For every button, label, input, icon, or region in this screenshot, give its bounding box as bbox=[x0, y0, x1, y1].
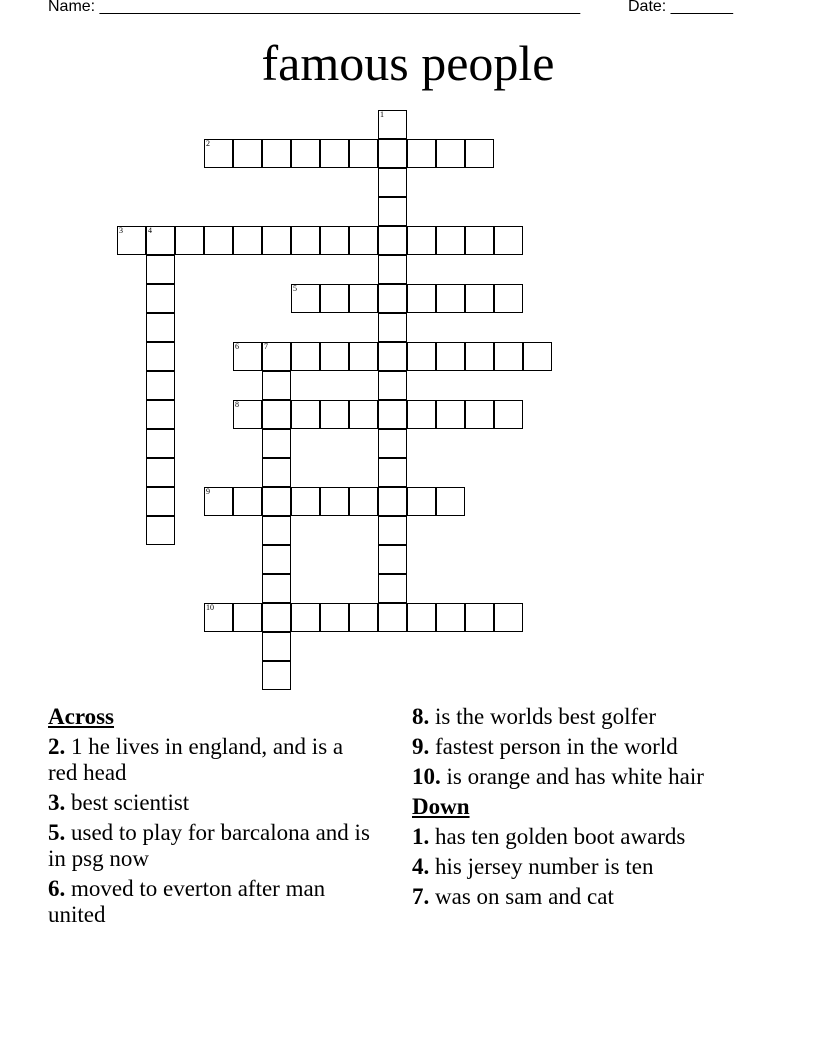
crossword-cell[interactable] bbox=[233, 342, 262, 371]
crossword-cell[interactable] bbox=[204, 603, 233, 632]
crossword-cell[interactable] bbox=[494, 226, 523, 255]
crossword-cell[interactable] bbox=[146, 255, 175, 284]
crossword-cell[interactable] bbox=[494, 342, 523, 371]
crossword-cell[interactable] bbox=[146, 400, 175, 429]
cell-number: 10 bbox=[206, 603, 214, 612]
crossword-cell[interactable] bbox=[378, 284, 407, 313]
across-heading: Across bbox=[48, 704, 115, 729]
crossword-cell[interactable] bbox=[204, 487, 233, 516]
crossword-cell[interactable] bbox=[233, 400, 262, 429]
crossword-cell[interactable] bbox=[262, 458, 291, 487]
crossword-cell[interactable] bbox=[378, 197, 407, 226]
crossword-cell[interactable] bbox=[204, 226, 233, 255]
clue-number: 3. bbox=[48, 790, 66, 815]
crossword-cell[interactable] bbox=[465, 284, 494, 313]
crossword-cell[interactable] bbox=[349, 603, 378, 632]
crossword-cell[interactable] bbox=[146, 487, 175, 516]
clue-down-1 bbox=[412, 824, 752, 850]
cell-number: 7 bbox=[264, 342, 268, 351]
crossword-cell[interactable] bbox=[262, 603, 291, 632]
clue-across-8 bbox=[412, 704, 752, 730]
crossword-cell[interactable] bbox=[465, 603, 494, 632]
clue-down-7 bbox=[412, 884, 752, 910]
crossword-cell[interactable] bbox=[407, 226, 436, 255]
crossword-cell[interactable] bbox=[320, 342, 349, 371]
crossword-cell[interactable] bbox=[146, 226, 175, 255]
crossword-cell[interactable] bbox=[320, 226, 349, 255]
crossword-cell[interactable] bbox=[465, 139, 494, 168]
crossword-cell[interactable] bbox=[407, 284, 436, 313]
clue-across-2 bbox=[48, 734, 378, 786]
cell-number: 6 bbox=[235, 342, 239, 351]
crossword-cell[interactable] bbox=[378, 603, 407, 632]
crossword-cell[interactable] bbox=[349, 487, 378, 516]
clue-number: 5. bbox=[48, 820, 66, 845]
crossword-cell[interactable] bbox=[320, 603, 349, 632]
clue-text: best scientist bbox=[71, 790, 190, 815]
cell-number: 9 bbox=[206, 487, 210, 496]
clue-number: 2. bbox=[48, 734, 66, 759]
clue-across-3 bbox=[48, 790, 378, 816]
clue-number: 10. bbox=[412, 764, 441, 789]
crossword-cell[interactable] bbox=[262, 574, 291, 603]
crossword-cell[interactable] bbox=[146, 371, 175, 400]
clue-number: 4. bbox=[412, 854, 430, 879]
name-field[interactable]: Name: ______________________________________________________ bbox=[48, 0, 581, 15]
crossword-cell[interactable] bbox=[407, 139, 436, 168]
crossword-cell[interactable] bbox=[262, 632, 291, 661]
crossword-cell[interactable] bbox=[378, 400, 407, 429]
date-field[interactable]: Date: _______ bbox=[628, 0, 733, 15]
crossword-cell[interactable] bbox=[262, 371, 291, 400]
crossword-cell[interactable] bbox=[407, 342, 436, 371]
crossword-cell[interactable] bbox=[407, 400, 436, 429]
clue-text: fastest person in the world bbox=[435, 734, 678, 759]
crossword-cell[interactable] bbox=[436, 139, 465, 168]
crossword-cell[interactable] bbox=[407, 487, 436, 516]
crossword-cell[interactable] bbox=[320, 139, 349, 168]
clue-text: was on sam and cat bbox=[435, 884, 614, 909]
crossword-cell[interactable] bbox=[378, 342, 407, 371]
crossword-cell[interactable] bbox=[291, 400, 320, 429]
crossword-cell[interactable] bbox=[262, 487, 291, 516]
crossword-cell[interactable] bbox=[378, 458, 407, 487]
crossword-cell[interactable] bbox=[349, 400, 378, 429]
clue-number: 1. bbox=[412, 824, 430, 849]
crossword-cell[interactable] bbox=[378, 139, 407, 168]
crossword-cell[interactable] bbox=[436, 487, 465, 516]
cell-number: 1 bbox=[380, 110, 384, 119]
crossword-cell[interactable] bbox=[320, 487, 349, 516]
crossword-cell[interactable] bbox=[291, 603, 320, 632]
crossword-cell[interactable] bbox=[146, 429, 175, 458]
crossword-cell[interactable] bbox=[378, 313, 407, 342]
clue-number: 7. bbox=[412, 884, 430, 909]
clue-down-4 bbox=[412, 854, 752, 880]
crossword-cell[interactable] bbox=[146, 313, 175, 342]
crossword-cell[interactable] bbox=[320, 400, 349, 429]
crossword-cell[interactable] bbox=[146, 516, 175, 545]
crossword-cell[interactable] bbox=[465, 226, 494, 255]
crossword-cell[interactable] bbox=[291, 139, 320, 168]
crossword-cell[interactable] bbox=[320, 284, 349, 313]
crossword-cell[interactable] bbox=[494, 400, 523, 429]
crossword-cell[interactable] bbox=[436, 226, 465, 255]
cell-number: 4 bbox=[148, 226, 152, 235]
clue-number: 9. bbox=[412, 734, 430, 759]
crossword-cell[interactable] bbox=[175, 226, 204, 255]
clue-text: is the worlds best golfer bbox=[435, 704, 657, 729]
crossword-cell[interactable] bbox=[349, 284, 378, 313]
crossword-cell[interactable] bbox=[291, 342, 320, 371]
crossword-cell[interactable] bbox=[378, 487, 407, 516]
crossword-cell[interactable] bbox=[378, 226, 407, 255]
crossword-cell[interactable] bbox=[378, 516, 407, 545]
crossword-cell[interactable] bbox=[291, 487, 320, 516]
crossword-cell[interactable] bbox=[523, 342, 552, 371]
clue-text: is orange and has white hair bbox=[446, 764, 704, 789]
cell-number: 5 bbox=[293, 284, 297, 293]
clue-number: 6. bbox=[48, 876, 66, 901]
clue-text: used to play for barcalona and is in psg now bbox=[48, 820, 370, 871]
crossword-cell[interactable] bbox=[436, 603, 465, 632]
crossword-cell[interactable] bbox=[349, 226, 378, 255]
clue-across-10 bbox=[412, 764, 752, 790]
crossword-cell[interactable] bbox=[436, 342, 465, 371]
clues-right-column bbox=[412, 704, 752, 914]
crossword-cell[interactable] bbox=[378, 255, 407, 284]
crossword-cell[interactable] bbox=[465, 400, 494, 429]
crossword-cell[interactable] bbox=[349, 342, 378, 371]
crossword-cell[interactable] bbox=[233, 603, 262, 632]
crossword-cell[interactable] bbox=[233, 139, 262, 168]
clue-text: has ten golden boot awards bbox=[435, 824, 686, 849]
crossword-cell[interactable] bbox=[233, 487, 262, 516]
cell-number: 2 bbox=[206, 139, 210, 148]
clue-across-5 bbox=[48, 820, 378, 872]
down-heading: Down bbox=[412, 794, 470, 819]
crossword-cell[interactable] bbox=[407, 603, 436, 632]
crossword-cell[interactable] bbox=[378, 545, 407, 574]
crossword-cell[interactable] bbox=[262, 226, 291, 255]
page-title: famous people bbox=[261, 35, 555, 91]
crossword-cell[interactable] bbox=[233, 226, 262, 255]
clue-text: his jersey number is ten bbox=[435, 854, 654, 879]
crossword-cell[interactable] bbox=[378, 110, 407, 139]
crossword-cell[interactable] bbox=[262, 661, 291, 690]
crossword-cell[interactable] bbox=[291, 284, 320, 313]
crossword-cell[interactable] bbox=[146, 342, 175, 371]
crossword-cell[interactable] bbox=[146, 458, 175, 487]
crossword-cell[interactable] bbox=[378, 371, 407, 400]
crossword-cell[interactable] bbox=[204, 139, 233, 168]
crossword-cell[interactable] bbox=[146, 284, 175, 313]
crossword-cell[interactable] bbox=[349, 139, 378, 168]
crossword-cell[interactable] bbox=[262, 400, 291, 429]
crossword-cell[interactable] bbox=[262, 342, 291, 371]
crossword-cell[interactable] bbox=[262, 516, 291, 545]
clue-number: 8. bbox=[412, 704, 430, 729]
crossword-cell[interactable] bbox=[378, 574, 407, 603]
clue-across-9 bbox=[412, 734, 752, 760]
cell-number: 3 bbox=[119, 226, 123, 235]
crossword-cell[interactable] bbox=[378, 429, 407, 458]
clues-left-column bbox=[48, 704, 378, 932]
clue-text: 1 he lives in england, and is a red head bbox=[48, 734, 344, 785]
crossword-cell[interactable] bbox=[117, 226, 146, 255]
crossword-cell[interactable] bbox=[436, 284, 465, 313]
cell-number: 8 bbox=[235, 400, 239, 409]
crossword-cell[interactable] bbox=[291, 226, 320, 255]
clue-text: moved to everton after man united bbox=[48, 876, 326, 927]
crossword-cell[interactable] bbox=[494, 603, 523, 632]
crossword-cell[interactable] bbox=[378, 168, 407, 197]
crossword-cell[interactable] bbox=[262, 429, 291, 458]
crossword-cell[interactable] bbox=[465, 342, 494, 371]
crossword-cell[interactable] bbox=[262, 139, 291, 168]
crossword-cell[interactable] bbox=[262, 545, 291, 574]
crossword-cell[interactable] bbox=[494, 284, 523, 313]
clue-across-6 bbox=[48, 876, 378, 928]
crossword-cell[interactable] bbox=[436, 400, 465, 429]
